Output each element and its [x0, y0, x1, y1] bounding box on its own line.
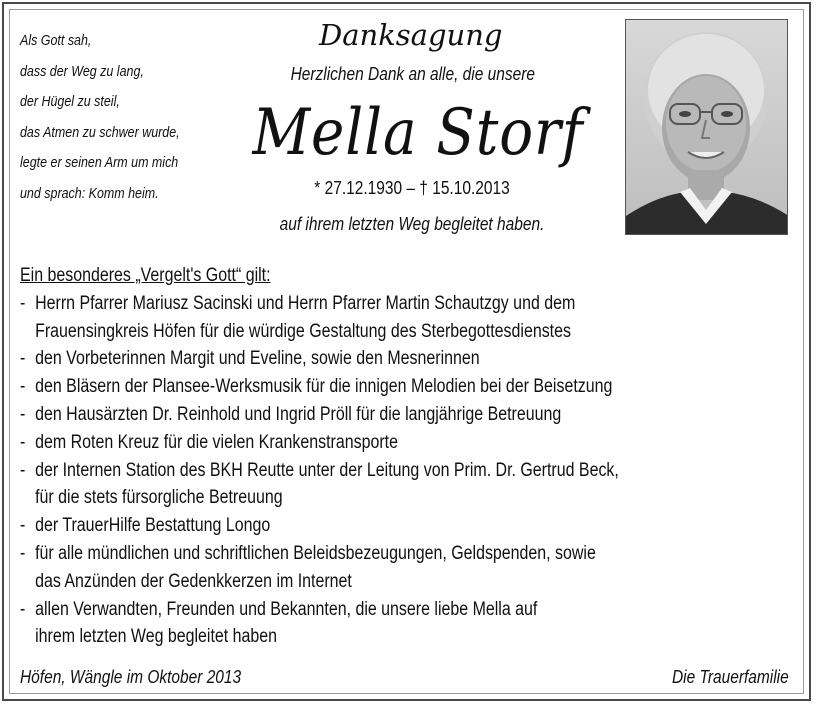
subheading: Herzlichen Dank an alle, die unsere — [290, 64, 535, 84]
bullet-dash: - — [20, 348, 26, 370]
thanks-item-text: Herrn Pfarrer Mariusz Sacinski und Herrn Pfarrer Martin Schautzgy und dem — [35, 292, 576, 314]
bullet-dash: - — [20, 292, 26, 314]
thanks-item-line — [20, 484, 759, 512]
after-name-text: auf ihrem letzten Weg begleitet haben. — [279, 214, 545, 234]
bullet-dash: - — [20, 598, 26, 620]
bullet-dash: - — [20, 376, 26, 398]
thanks-item-line — [20, 512, 759, 540]
thanks-item-line — [20, 540, 759, 568]
thanks-item-text: den Bläsern der Plansee-Werksmusik für die innigen Melodien bei der Beisetzung — [35, 376, 613, 398]
poem-line: und sprach: Komm heim. — [20, 185, 159, 202]
thanks-item-text: ihrem letzten Weg begleitet haben — [35, 626, 278, 648]
poem-line: Als Gott sah, — [20, 33, 92, 49]
thanks-item-line — [20, 345, 759, 373]
bullet-dash — [20, 318, 35, 346]
footer-place-date: Höfen, Wängle im Oktober 2013 — [20, 667, 242, 687]
thanks-item-text: den Hausärzten Dr. Reinhold und Ingrid Pröll für die langjährige Betreuung — [35, 403, 562, 425]
thanks-item-line — [20, 318, 759, 346]
deceased-name: Mella Storf — [252, 96, 584, 170]
thanks-item-text: der Internen Station des BKH Reutte unter der Leitung von Prim. Dr. Gertrud Beck, — [35, 459, 619, 481]
thanks-item-text: dem Roten Kreuz für die vielen Krankenstransporte — [35, 431, 398, 453]
heading-danksagung: Danksagung — [319, 18, 503, 52]
thanks-title: Ein besonderes „Vergelt's Gott“ gilt: — [20, 265, 271, 286]
bullet-dash — [20, 568, 35, 596]
thanks-item-line — [20, 457, 759, 485]
thanks-item-line — [20, 568, 759, 596]
thanks-item-line — [20, 290, 759, 318]
poem-line: legte er seinen Arm um mich — [20, 155, 179, 171]
thanks-item-text: den Vorbeterinnen Margit und Eveline, sowie den Mesnerinnen — [35, 348, 480, 370]
thanks-item-line — [20, 401, 759, 429]
thanks-item-text: der TrauerHilfe Bestattung Longo — [35, 515, 271, 537]
bullet-dash: - — [20, 542, 26, 564]
bullet-dash — [20, 484, 35, 512]
poem-line: der Hügel zu steil, — [20, 94, 120, 110]
thanks-item-text: für die stets fürsorgliche Betreuung — [35, 487, 283, 509]
thanks-item-text: für alle mündlichen und schriftlichen Beleidsbezeugungen, Geldspenden, sowie — [35, 542, 596, 564]
poem — [20, 26, 180, 209]
thanks-item-line — [20, 373, 759, 401]
poem-line: das Atmen zu schwer wurde, — [20, 124, 180, 141]
thanks-item-text: Frauensingkreis Höfen für die würdige Gestaltung des Sterbegottesdienstes — [35, 320, 571, 342]
thanks-item-text: allen Verwandten, Freunden und Bekannten, die unsere liebe Mella auf — [35, 598, 538, 620]
bullet-dash: - — [20, 431, 26, 453]
thanks-item-line — [20, 429, 759, 457]
bullet-dash — [20, 623, 35, 651]
bullet-dash: - — [20, 459, 26, 481]
thanks-list — [20, 290, 759, 651]
life-dates: * 27.12.1930 – † 15.10.2013 — [314, 178, 510, 198]
thanks-section — [20, 262, 759, 651]
thanks-item-line — [20, 623, 759, 651]
thanks-item-line — [20, 596, 759, 624]
bullet-dash: - — [20, 403, 26, 425]
portrait-photo — [625, 19, 788, 235]
bullet-dash: - — [20, 515, 26, 537]
thanks-item-text: das Anzünden der Gedenkkerzen im Internet — [35, 570, 352, 592]
footer-family: Die Trauerfamilie — [672, 667, 789, 687]
poem-line: dass der Weg zu lang, — [20, 63, 144, 80]
